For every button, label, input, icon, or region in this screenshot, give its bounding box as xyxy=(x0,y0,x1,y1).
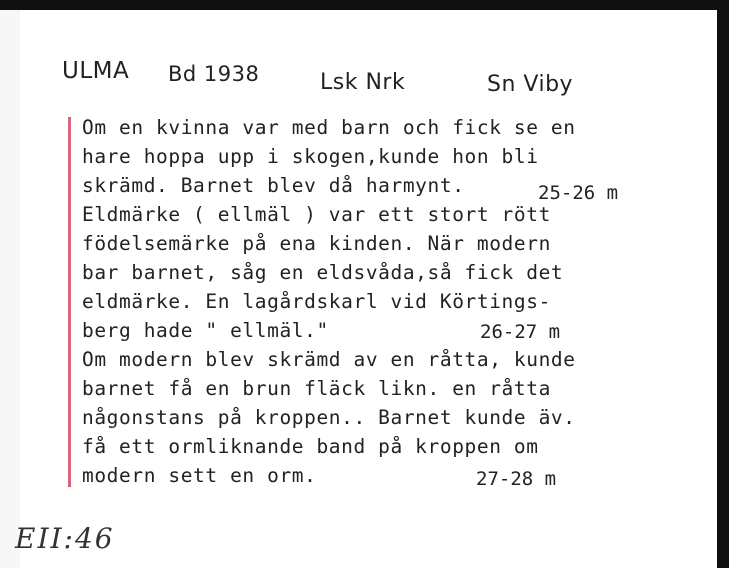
handwritten-signature: EII:46 xyxy=(15,522,115,555)
volume-year: Bd 1938 xyxy=(168,62,260,86)
scan-border-top xyxy=(0,0,729,10)
parish-name: ULMA xyxy=(62,58,130,84)
text-line: bar barnet, såg en eldsvåda,så fick det xyxy=(82,261,564,284)
text-line: få ett ormliknande band på kroppen om xyxy=(82,435,539,458)
page-reference: 27-28 m xyxy=(476,468,557,490)
margin-red-line xyxy=(68,117,71,487)
scan-border-right xyxy=(717,0,729,568)
text-line: hare hoppa upp i skogen,kunde hon bli xyxy=(82,145,539,168)
text-line: skrämd. Barnet blev då harmynt. xyxy=(82,174,465,197)
page-reference: 26-27 m xyxy=(480,321,561,343)
locality-name: Sn Viby xyxy=(487,72,574,97)
text-line: någonstans på kroppen.. Barnet kunde äv. xyxy=(82,406,576,429)
text-line: berg hade " ellmäl." xyxy=(82,319,329,342)
text-line: Om en kvinna var med barn och fick se en xyxy=(82,116,576,139)
text-line: barnet få en brun fläck likn. en råtta xyxy=(82,377,551,400)
text-line: födelsemärke på ena kinden. När modern xyxy=(82,232,551,255)
text-line: modern sett en orm. xyxy=(82,464,317,487)
text-line: Eldmärke ( ellmäl ) var ett stort rött xyxy=(82,203,551,226)
text-line: eldmärke. En lagårdskarl vid Körtings- xyxy=(82,290,551,313)
county-code: Lsk Nrk xyxy=(320,70,406,95)
text-line: Om modern blev skrämd av en råtta, kunde xyxy=(82,348,576,371)
page-reference: 25-26 m xyxy=(538,182,619,204)
